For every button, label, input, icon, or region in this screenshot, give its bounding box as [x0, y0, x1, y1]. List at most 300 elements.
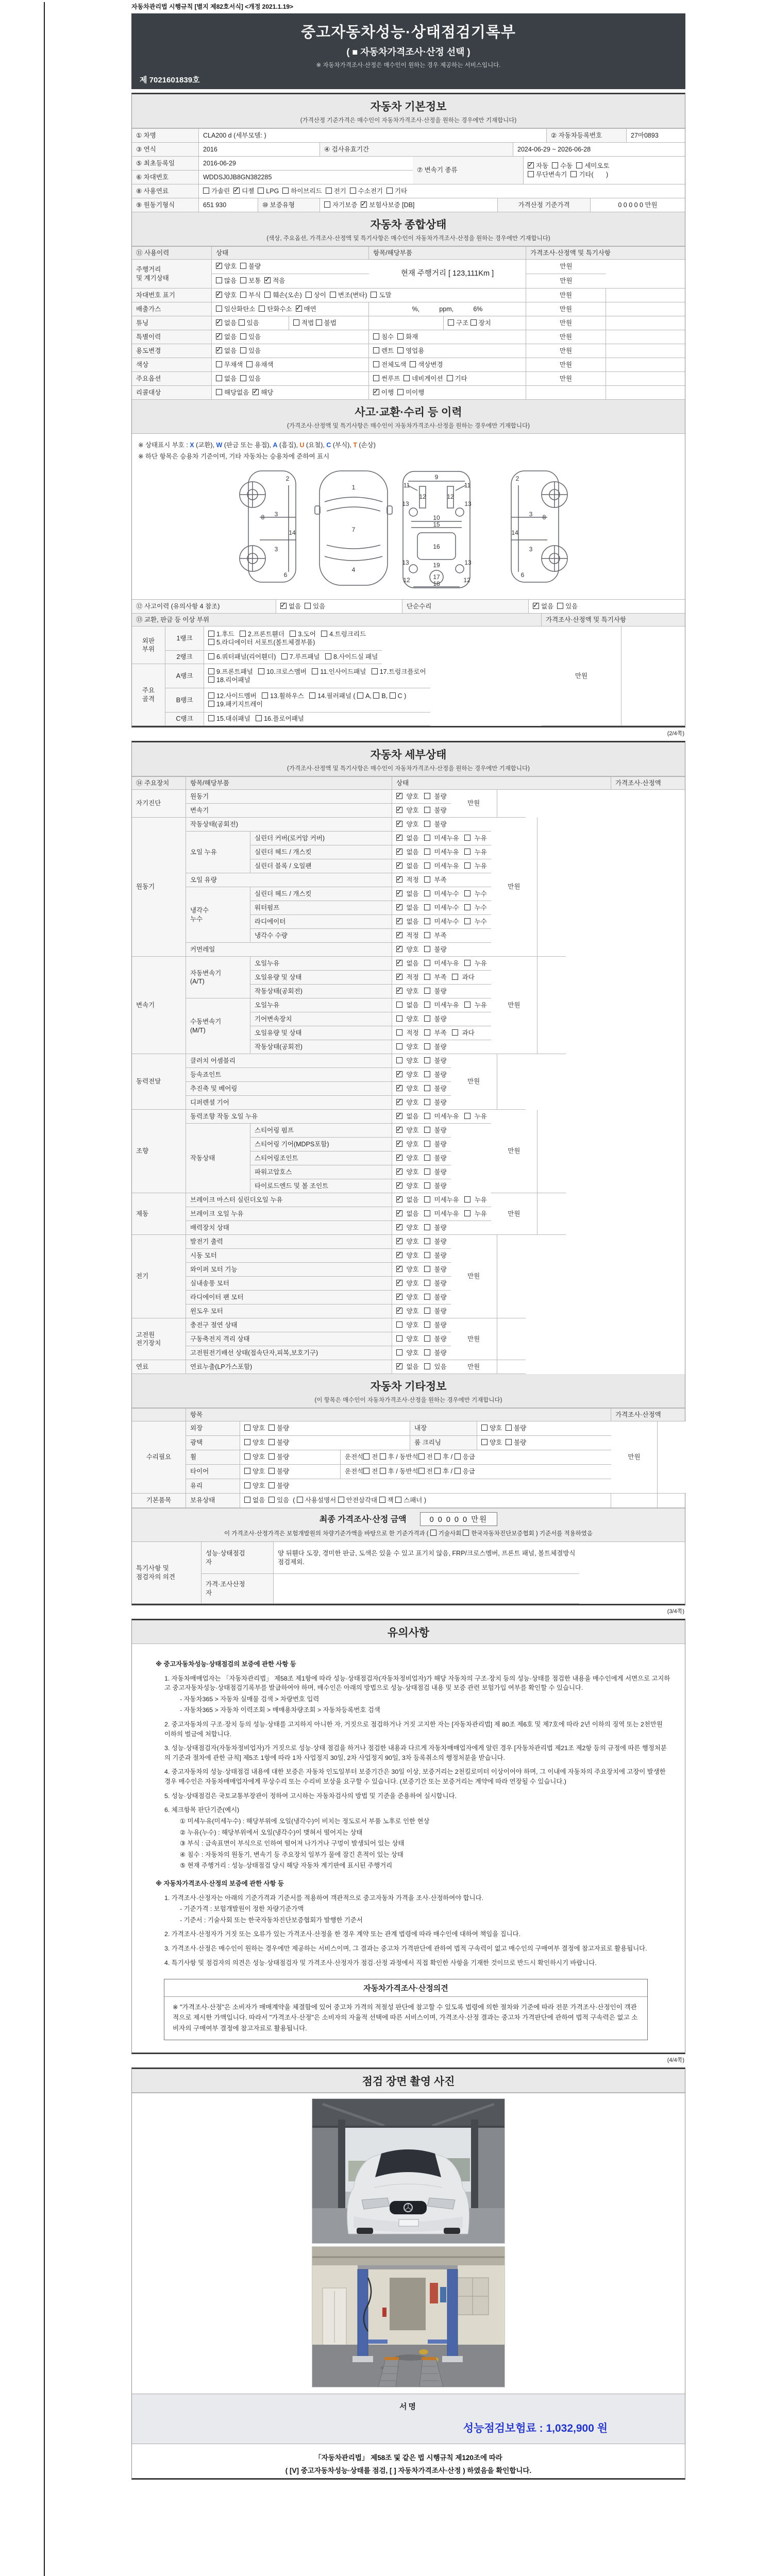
form-cell — [186, 777, 392, 790]
svg-text:17: 17 — [432, 573, 440, 581]
svg-text:9: 9 — [434, 473, 438, 481]
checkbox-icon — [208, 715, 214, 721]
notice-text-area — [132, 1644, 685, 2053]
checkbox-icon — [396, 1002, 402, 1008]
section-title: 자동차 기타정보 — [370, 1381, 447, 1393]
checkbox-icon — [424, 862, 430, 869]
form-cell — [165, 664, 204, 688]
form-cell — [611, 777, 685, 790]
checkbox-icon — [396, 1280, 402, 1286]
table-row — [132, 198, 685, 212]
cell-text: 룸 크리닝 — [414, 1439, 441, 1447]
cell-text: 동력조향 작동 오일 누유 — [190, 1112, 258, 1120]
table-row — [250, 1012, 491, 1026]
form-cell — [186, 998, 250, 1054]
cell-text: 가격조사·산정액 — [615, 779, 661, 787]
checkbox-icon — [216, 292, 222, 298]
basic-info-table — [132, 128, 685, 212]
checkbox-icon — [533, 603, 539, 609]
table-row — [132, 1110, 685, 1193]
cell-text: ✓ 양호 불량 — [396, 1154, 447, 1163]
form-cell — [392, 832, 491, 845]
table-row — [526, 274, 606, 289]
form-cell — [526, 247, 685, 260]
form-cell — [199, 198, 258, 212]
cell-text: ✓ 양호 불량 — [396, 820, 487, 829]
table-row — [186, 804, 451, 818]
cell-text: ⑦ 변속기 종류 — [417, 166, 458, 174]
form-cell — [491, 1193, 537, 1235]
note-text: (요철), — [304, 442, 327, 449]
form-cell — [186, 1318, 392, 1332]
checkbox-icon — [452, 1029, 458, 1036]
form-cell — [201, 1574, 274, 1604]
cell-text: ✓ 양호 불량 — [396, 792, 447, 801]
form-cell — [186, 1304, 392, 1318]
cell-text: 디퍼렌셜 기어 — [190, 1098, 229, 1106]
svg-text:1: 1 — [351, 484, 355, 491]
form-cell — [132, 344, 212, 358]
cell-text: 와이퍼 모터 기능 — [190, 1265, 238, 1273]
checkbox-icon — [434, 1468, 441, 1474]
checkbox-icon — [396, 890, 402, 896]
form-cell — [402, 600, 529, 614]
form-cell — [240, 1436, 410, 1450]
table-row — [250, 1026, 491, 1040]
section-header-accident-history — [132, 400, 685, 434]
checkbox-icon — [396, 1141, 402, 1147]
empty-cell — [658, 1494, 685, 1508]
form-cell — [392, 777, 611, 790]
cell-text: ✓ 양호 불량 — [396, 1251, 447, 1260]
table-row — [132, 316, 685, 330]
notice-line: 3. 가격조사·산정은 매수인이 원하는 경우에만 제공하는 서비스이며, 그 결과는 중고차 가격판단에 관하여 법적 구속력이 없고 매수인의 구매여부 결정에 참고자료로 활용됩니다. — [164, 1945, 647, 1953]
checkbox-icon — [216, 277, 222, 283]
svg-text:13: 13 — [401, 559, 409, 566]
notice-line: ④ 침수 : 자동차의 원동기, 변속기 등 주요장치 일부가 물에 잠긴 흔적이 있는 상태 — [180, 1851, 404, 1858]
form-cell — [276, 600, 402, 614]
cell-text: 만원 — [559, 361, 573, 368]
table-row — [132, 129, 685, 143]
table-column — [186, 1193, 491, 1235]
cell-text: 만원 — [508, 1147, 520, 1155]
form-cell — [132, 1360, 186, 1374]
table-column — [132, 777, 685, 1374]
cell-text: 유리 — [190, 1482, 203, 1490]
checkbox-icon — [464, 918, 470, 924]
table-row — [186, 1332, 451, 1346]
cell-text: C랭크 — [176, 715, 193, 723]
cell-text: ✓ 없음 미세누유 누유 — [396, 848, 487, 857]
table-column — [186, 790, 451, 818]
section-subtitle: (색상, 주요옵션, 가격조사·산정액 및 특기사항은 매수인이 자동차가격조사·산정을 원하는 경우에만 기재합니다) — [266, 235, 550, 242]
cell-text: 변속기 — [190, 806, 209, 814]
table-row — [132, 626, 542, 664]
notice-line: - 기준서 : 기술사회 또는 한국자동차진단보증협회가 발행한 기준서 — [180, 1916, 363, 1924]
cell-text: 만원 — [560, 263, 573, 270]
form-cell — [132, 289, 212, 302]
form-cell — [250, 887, 392, 901]
form-cell — [392, 901, 491, 915]
accident-check-table — [132, 599, 685, 726]
title-banner — [131, 13, 685, 89]
checkbox-icon — [297, 1497, 303, 1503]
cell-text: ⑥ 차대번호 — [136, 173, 169, 181]
checkbox-icon — [506, 1439, 512, 1445]
form-cell — [392, 1054, 451, 1068]
form-cell — [165, 688, 204, 713]
form-cell — [477, 1421, 611, 1436]
cell-text: %, ppm, 6% — [412, 305, 483, 313]
cell-text: 워터펌프 — [255, 904, 280, 911]
table-row — [250, 887, 491, 901]
form-cell — [369, 358, 526, 372]
checkbox-icon — [396, 876, 402, 883]
cell-text: 전체도색 색상변경 — [373, 361, 522, 369]
form-cell — [392, 1304, 451, 1318]
checkbox-icon — [464, 1210, 470, 1216]
form-cell — [392, 1110, 491, 1124]
checkbox-icon — [424, 1294, 430, 1300]
checkbox-icon — [396, 960, 402, 966]
cell-text: ⑬ 교환, 판금 등 이상 부위 — [136, 616, 210, 623]
checkbox-icon — [464, 835, 470, 841]
checkbox-icon — [396, 1294, 402, 1300]
cell-text: 기본품목 — [146, 1497, 172, 1504]
cell-text: 만원 — [559, 333, 573, 341]
form-cell — [392, 873, 491, 887]
cell-text: 양호 불량 — [396, 1321, 447, 1330]
form-cell — [392, 1207, 491, 1221]
cell-text: 충전구 절연 상태 — [190, 1321, 238, 1329]
confirmation-area — [132, 2444, 685, 2478]
table-row — [186, 1421, 611, 1436]
table-row — [250, 998, 491, 1012]
price-opinion-text: ※ "가격조사·산정"은 소비자가 매매계약을 체결함에 있어 중고차 가격의 적절성 판단에 참고할 수 있도록 법령에 의한 절차와 기준에 따라 전문 가격조사·산정인이 객관적으로 제시한 가액입니다. 따라서 "가격조사·산정"은 소비자의 자율적 선택에 따른 서비스이며, 가격조사·산정 결과는 중고차 가격판단에 관하여 법적 구속력은 없고 소비자의 구매여부 결정에 참고자료로 활용됩니다. — [173, 2004, 638, 2032]
empty-cell — [537, 1110, 566, 1193]
checkbox-icon — [208, 668, 214, 674]
checkbox-icon — [244, 1425, 250, 1431]
table-row — [186, 1068, 451, 1082]
cell-text: 실린더 헤드 / 개스킷 — [255, 848, 312, 856]
checkbox-icon — [424, 1057, 430, 1063]
notice-line: 2. 가격조사·산정자가 거짓 또는 오류가 있는 가격조사·산정을 한 경우 계약 또는 관계 법령에 따라 매수인에 대하여 책임을 집니다. — [164, 1930, 520, 1938]
form-cell — [186, 1263, 392, 1277]
form-cell — [132, 1421, 186, 1494]
cell-text: 스티어링 기어(MDPS포함) — [255, 1140, 329, 1148]
cell-text: 양호 불량 — [396, 1043, 487, 1052]
cell-text: ✓ 양호 불량 — [396, 1265, 447, 1274]
cell-text: 조향 — [136, 1147, 149, 1155]
checkbox-icon — [290, 631, 296, 637]
cell-text: 15.대쉬패널 16.플로어패널 — [208, 715, 426, 723]
form-cell — [477, 1436, 611, 1450]
note-text: (판금 또는 용접), — [222, 442, 273, 449]
cell-text: 가격산정 기준가격 — [518, 201, 570, 209]
svg-text:7: 7 — [351, 526, 355, 533]
cell-text: 9.프론트패널 10.크로스멤버 11.인사이드패널 17.트렁크플로어 18.리어패널 — [208, 668, 426, 685]
table-row — [250, 971, 491, 985]
checkbox-icon — [463, 1530, 469, 1536]
car-diagram-area — [132, 466, 685, 599]
checkbox-icon — [424, 1196, 430, 1202]
cell-text: 양호 불량 — [244, 1438, 406, 1447]
form-cell — [186, 1465, 240, 1479]
form-cell — [250, 901, 392, 915]
form-cell — [591, 198, 685, 212]
note-text: T — [353, 442, 357, 449]
cell-text: 오일누유 — [255, 1001, 280, 1009]
table-row — [250, 915, 491, 929]
cell-text: ✓ 양호 불량 — [396, 1279, 447, 1288]
cell-text: 양호 불량 — [481, 1424, 607, 1433]
cell-text: 운전석 전 후 / 동반석 전 후 / 응급 — [345, 1468, 475, 1476]
form-cell — [250, 1026, 392, 1040]
table-row — [186, 957, 491, 998]
cell-text: 만원 — [467, 1273, 480, 1280]
form-cell — [526, 358, 606, 372]
checkbox-icon — [424, 932, 430, 938]
form-cell — [132, 129, 199, 143]
table-row — [250, 1151, 451, 1165]
checkbox-icon — [396, 862, 402, 869]
confirmation-line: ( [V] 중고자동차성능·상태를 점검, [ ] 자동차가격조사·산정 ) 하였음을 확인합니다. — [285, 2466, 532, 2475]
form-cell — [212, 302, 369, 316]
cell-text: 연료 — [136, 1363, 149, 1370]
cell-text: 광택 — [190, 1439, 203, 1447]
checkbox-icon — [239, 319, 245, 326]
checkbox-icon — [396, 946, 402, 952]
table-row — [132, 143, 685, 157]
form-cell — [526, 344, 606, 358]
form-cell — [199, 184, 685, 198]
price-opinion-box — [164, 1979, 648, 2040]
section-header-basic-info — [132, 94, 685, 128]
table-row — [132, 1542, 685, 1604]
note-text: (손상) — [357, 442, 376, 449]
cell-text: ✓ 없음 미세누유 누유 — [396, 834, 487, 843]
checkbox-icon — [390, 692, 396, 699]
svg-text:19: 19 — [432, 562, 440, 569]
cell-text: ✓자동 수동 세미오토 무단변속기 기타( ) — [528, 162, 681, 179]
form-cell — [204, 688, 430, 713]
checkbox-icon — [268, 1482, 275, 1488]
note-text: X — [190, 442, 194, 449]
form-cell — [186, 1221, 392, 1235]
table-row — [526, 260, 606, 274]
form-cell — [250, 985, 392, 998]
checkbox-icon — [397, 347, 404, 353]
form-cell — [491, 1110, 537, 1193]
cell-text: 자기진단 — [136, 800, 161, 807]
cell-text: 항목/해당부품 — [190, 779, 229, 787]
table-column — [186, 1318, 451, 1360]
svg-text:13: 13 — [464, 559, 472, 566]
checkbox-icon — [424, 1085, 430, 1091]
table-row — [132, 818, 685, 957]
table-row — [132, 1054, 685, 1110]
checkbox-icon — [258, 668, 264, 674]
checkbox-icon — [363, 1468, 369, 1474]
cell-text: ✓ 양호 불량 — [396, 945, 487, 954]
table-row — [132, 330, 685, 344]
table-row — [186, 818, 491, 832]
cell-text: 렌트 영업용 — [373, 347, 522, 355]
cell-text: 구동축전지 격리 상태 — [190, 1335, 250, 1343]
note-text: ※ 상태표시 부호 : — [138, 442, 190, 449]
table-row — [132, 171, 413, 184]
checkbox-icon — [216, 375, 222, 381]
cell-text: 651 930 — [203, 201, 227, 209]
form-cell — [186, 1277, 392, 1291]
table-row — [250, 832, 491, 845]
form-cell — [186, 1346, 392, 1360]
table-row — [250, 901, 491, 915]
cell-text: ② 자동차등록번호 — [551, 131, 602, 139]
checkbox-icon — [396, 1113, 402, 1119]
form-cell — [392, 887, 491, 901]
checkbox-icon — [396, 835, 402, 841]
form-cell — [513, 143, 685, 157]
checkbox-icon — [373, 389, 379, 395]
form-cell — [392, 915, 491, 929]
form-cell — [392, 1151, 451, 1165]
cell-text: ✓ 없음 미세누유 누유 — [396, 959, 487, 968]
checkbox-icon — [373, 375, 379, 381]
cell-text: 내장 — [414, 1425, 427, 1432]
form-cell — [289, 316, 369, 330]
checkbox-icon — [481, 1425, 488, 1431]
table-column — [186, 957, 491, 1054]
checkbox-icon — [464, 904, 470, 910]
cell-text: 해당없음 ✓해당 — [216, 388, 364, 397]
form-cell — [165, 651, 204, 664]
table-column — [132, 1542, 685, 1604]
checkbox-icon — [396, 1321, 402, 1328]
form-cell — [529, 600, 685, 614]
cell-text: ✓ 양호 불량 — [396, 1238, 447, 1246]
confirmation-line: 「자동차관리법」 제58조 및 같은 법 시행규칙 제120조에 따라 — [314, 2453, 502, 2462]
checkbox-icon — [464, 1196, 470, 1202]
empty-cell — [537, 1193, 566, 1235]
cell-text: 양호 불량 — [244, 1467, 336, 1476]
form-cell — [392, 985, 491, 998]
cell-text: ✓ 양호 불량 — [396, 1071, 447, 1079]
form-cell — [451, 1360, 497, 1374]
empty-cell — [606, 260, 685, 289]
form-cell — [132, 1110, 186, 1193]
checkbox-icon — [216, 333, 222, 340]
checkbox-icon — [481, 1439, 488, 1445]
checkbox-icon — [447, 375, 453, 381]
checkbox-icon — [373, 333, 379, 340]
form-cell — [186, 1360, 392, 1374]
checkbox-icon — [424, 946, 430, 952]
table-row — [132, 1494, 685, 1508]
form-cell — [186, 1249, 392, 1263]
notice-line: 4. 특기사항 및 점검자의 의견은 성능·상태점검자 및 가격조사·산정자가 점검·산정 과정에서 직접 확인한 사항을 기재한 것이므로 반드시 확인하시기 바랍니다. — [164, 1959, 597, 1967]
cell-text: ✓ 적정 부족 과다 — [396, 973, 487, 982]
checkbox-icon — [216, 361, 222, 367]
checkbox-icon — [424, 1224, 430, 1230]
checkbox-icon — [379, 1497, 385, 1503]
cell-text: 실린더 블록 / 오일팬 — [255, 862, 312, 870]
checkbox-icon — [396, 932, 402, 938]
cell-text: 동력전달 — [136, 1078, 161, 1086]
form-cell — [369, 330, 526, 344]
cell-text: 스티어링 펌프 — [255, 1126, 294, 1134]
form-cell — [204, 626, 382, 651]
form-cell — [341, 1465, 611, 1479]
cell-text: 추진축 및 베어링 — [190, 1084, 238, 1092]
cell-text: 가솔린 ✓디젤 LPG 하이브리드 전기 수소전기 기타 — [203, 187, 681, 196]
form-cell — [250, 971, 392, 985]
photo-frame-lift — [312, 2246, 505, 2387]
empty-cell — [537, 818, 566, 957]
empty-cell — [537, 957, 566, 1054]
form-cell — [250, 929, 392, 943]
cell-text: ✓ 없음 미세누유 누유 — [396, 1196, 487, 1205]
cell-text: 만원 — [559, 305, 573, 313]
form-cell — [132, 664, 165, 726]
checkbox-icon — [424, 821, 430, 827]
table-row — [201, 1542, 579, 1574]
form-cell — [392, 1124, 451, 1138]
form-cell — [250, 1165, 392, 1179]
form-cell — [132, 316, 212, 330]
checkbox-icon — [240, 277, 246, 283]
cell-text: 외장 — [190, 1425, 203, 1432]
empty-cell — [526, 386, 606, 400]
svg-text:13: 13 — [401, 500, 409, 507]
table-row — [132, 790, 685, 818]
checkbox-icon — [240, 631, 246, 637]
checkbox-icon — [396, 974, 402, 980]
cell-text: ✓ 없음 미세누수 누수 — [396, 890, 487, 899]
checkbox-icon — [244, 1439, 250, 1445]
checkbox-icon — [397, 333, 404, 340]
table-row — [186, 998, 491, 1054]
cell-text: 단순수리 — [407, 602, 432, 610]
cell-text: 배력장치 상태 — [190, 1224, 229, 1231]
notice-line: ※ 중고자동차성능·상태점검의 보증에 관한 사항 등 — [156, 1660, 296, 1668]
document-body — [131, 93, 685, 2480]
cell-text: 성능·상태점검 자 — [206, 1550, 245, 1566]
page-block — [131, 2067, 685, 2480]
cell-text: 고전원 전기장치 — [136, 1331, 161, 1347]
checkbox-icon — [455, 1468, 461, 1474]
table-row — [186, 1082, 451, 1096]
svg-text:12: 12 — [418, 493, 426, 500]
checkbox-icon — [396, 988, 402, 994]
cell-text: 양호 불량 — [396, 1335, 447, 1344]
checkbox-icon — [396, 1224, 402, 1230]
note-text: A — [273, 442, 278, 449]
notice-line: 5. 성능·상태점검은 국토교통부장관이 정하여 고시하는 자동차검사의 방법 및 기준을 준용하여 실시합니다. — [164, 1792, 457, 1800]
cell-text: 타이로드엔드 및 볼 조인트 — [255, 1182, 329, 1190]
form-cell — [132, 143, 199, 157]
form-cell — [240, 1465, 341, 1479]
checkbox-icon — [380, 1468, 386, 1474]
form-cell — [132, 386, 212, 400]
cell-text: 침수 화재 — [373, 333, 522, 342]
checkbox-icon — [424, 1252, 430, 1258]
checkbox-icon — [361, 201, 367, 208]
final-price-note: 이 가격조사·산정가격은 보험개발원의 차량기준가액을 바탕으로 한 기준가격과 ( 기술사회 한국자동차진단보증협회 ) 기준서를 적용하였음 — [224, 1531, 593, 1537]
checkbox-icon — [464, 849, 470, 855]
section-title: 자동차 세부상태 — [370, 749, 447, 761]
form-cell — [410, 1436, 477, 1450]
